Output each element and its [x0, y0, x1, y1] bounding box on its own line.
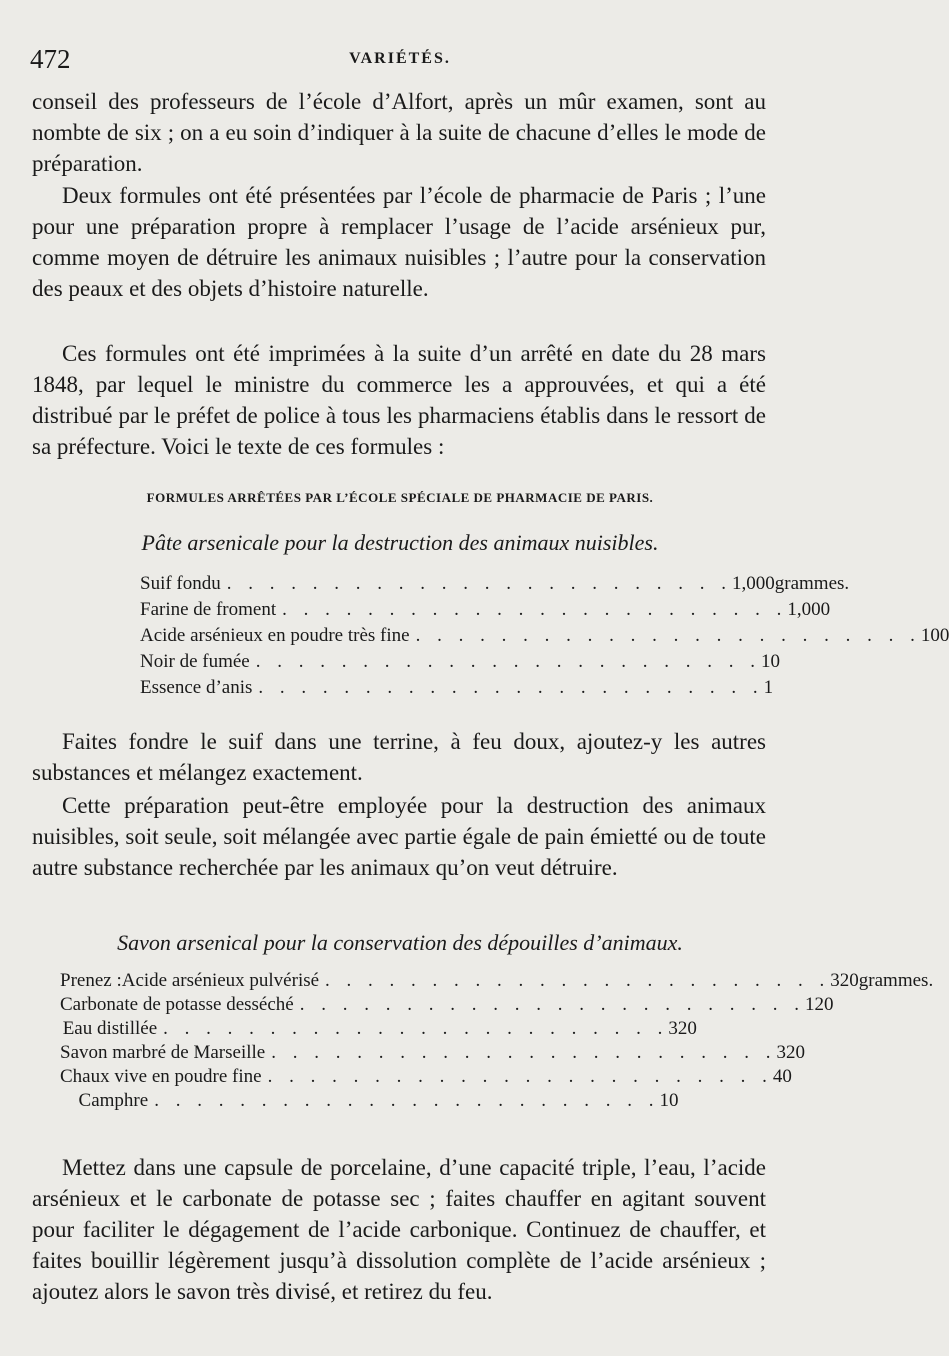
dot-leader: . . . . . . . . . . . . . . . . . . . . . . . . — [226, 573, 732, 594]
recipe1-list — [140, 573, 949, 703]
recipe1-row — [140, 625, 949, 651]
dot-leader: . . . . . . . . . . . . . . . . . . . . . . . . — [163, 1018, 669, 1039]
ingredient-unit: grammes. — [774, 573, 850, 594]
running-title: VARIÉTÉS. — [349, 50, 451, 67]
ingredient-name: Essence d’anis — [140, 677, 253, 698]
ingredient-qty: 100 — [920, 625, 949, 646]
recipe1-row — [140, 573, 850, 599]
ingredient-qty: 1,000 — [787, 599, 831, 620]
ingredient-name: Camphre — [78, 1090, 149, 1111]
dot-leader: . . . . . . . . . . . . . . . . . . . . . . . . — [282, 599, 788, 620]
dot-leader: . . . . . . . . . . . . . . . . . . . . . . . . — [154, 1090, 660, 1111]
page-number: 472 — [30, 44, 71, 74]
ingredient-name: Savon marbré de Marseille — [60, 1042, 266, 1063]
ingredient-qty: 120 — [804, 994, 834, 1015]
recipe2-row — [60, 1066, 792, 1090]
dot-leader: . . . . . . . . . . . . . . . . . . . . . . . . — [299, 994, 805, 1015]
paragraph-3: Ces formules ont été imprimées à la suite d’un arrêté en date du 28 mars 1848, par lequel le ministre du commerce les a approuvées, et qui a été distribué par le préfet de police à tous les pharmaciens établis dans le ressort de sa préfecture. Voici le texte de ces formules : — [32, 341, 766, 459]
recipe2-row — [60, 1018, 700, 1042]
ingredient-name: Farine de froment — [140, 599, 277, 620]
paragraph-6: Mettez dans une capsule de porcelaine, d’une capacité triple, l’eau, l’acide arsénieux et le carbonate de potasse sec ; faites chauffer en agitant souvent pour faciliter le dégagement de l’acide carbonique. Continuez de chauffer, et faites bouillir légèrement jusqu’à dissolution complète de l’acide arsénieux ; ajoutez alors le savon très divisé, et retirez du feu. — [32, 1155, 766, 1304]
recipe2-row — [60, 1090, 700, 1114]
ingredient-qty: 320 — [830, 970, 859, 991]
page-header — [30, 44, 770, 78]
ingredient-qty: 1 — [763, 677, 774, 698]
dot-leader: . . . . . . . . . . . . . . . . . . . . . . . . — [258, 677, 764, 698]
paragraph-4: Faites fondre le suif dans une terrine, à feu doux, ajoutez-y les autres substances et mélangez exactement. — [32, 729, 766, 785]
ingredient-name: Acide arsénieux pulvérisé — [121, 970, 320, 991]
ingredient-unit: grammes. — [858, 970, 934, 991]
recipe2-row — [60, 994, 834, 1018]
dot-leader: . . . . . . . . . . . . . . . . . . . . . . . . — [325, 970, 831, 991]
recipe2-prefix: Prenez : — [60, 970, 122, 991]
recipe1-title: Pâte arsenicale pour la destruction des animaux nuisibles. — [141, 530, 659, 555]
section-title: FORMULES ARRÊTÉES PAR L’ÉCOLE SPÉCIALE DE PHARMACIE DE PARIS. — [146, 490, 654, 505]
paragraph-5: Cette préparation peut-être employée pour la destruction des animaux nuisibles, soit seule, soit mélangée avec partie égale de pain émietté ou de toute autre substance recherchée par les animaux qu’on veut détruire. — [32, 793, 766, 880]
ingredient-name: Eau distillée — [62, 1018, 158, 1039]
dot-leader: . . . . . . . . . . . . . . . . . . . . . . . . — [271, 1042, 777, 1063]
recipe1-row — [140, 599, 831, 625]
recipe1-row — [140, 651, 780, 677]
ingredient-qty: 10 — [760, 651, 780, 672]
ingredient-name: Chaux vive en poudre fine — [60, 1066, 262, 1087]
ingredient-qty: 40 — [772, 1066, 792, 1087]
ingredient-name: Acide arsénieux en poudre très fine — [140, 625, 410, 646]
paragraph-1: conseil des professeurs de l’école d’Alfort, après un mûr examen, sont au nombte de six ; on a eu soin d’indiquer à la suite de chacune d’elles le mode de préparation. — [32, 89, 766, 176]
dot-leader: . . . . . . . . . . . . . . . . . . . . . . . . — [255, 651, 761, 672]
recipe2-title: Savon arsenical pour la conservation des dépouilles d’animaux. — [117, 930, 683, 955]
recipe1-row — [140, 677, 774, 703]
ingredient-qty: 320 — [776, 1042, 805, 1063]
dot-leader: . . . . . . . . . . . . . . . . . . . . . . . . — [415, 625, 921, 646]
ingredient-name: Suif fondu — [140, 573, 221, 594]
ingredient-qty: 10 — [659, 1090, 679, 1111]
dot-leader: . . . . . . . . . . . . . . . . . . . . . . . . — [267, 1066, 773, 1087]
ingredient-name: Carbonate de potasse desséché — [60, 994, 294, 1015]
paragraph-2: Deux formules ont été présentées par l’école de pharmacie de Paris ; l’une pour une préparation propre à remplacer l’usage de l’acide arsénieux pur, comme moyen de détruire les animaux nuisibles ; l’autre pour la conservation des peaux et des objets d’histoire naturelle. — [32, 183, 766, 301]
recipe2-row — [60, 1042, 805, 1066]
recipe2-row — [60, 970, 934, 994]
recipe2-list — [60, 970, 934, 1114]
ingredient-name: Noir de fumée — [140, 651, 250, 672]
ingredient-qty: 1,000 — [732, 573, 775, 594]
ingredient-qty: 320 — [668, 1018, 697, 1039]
